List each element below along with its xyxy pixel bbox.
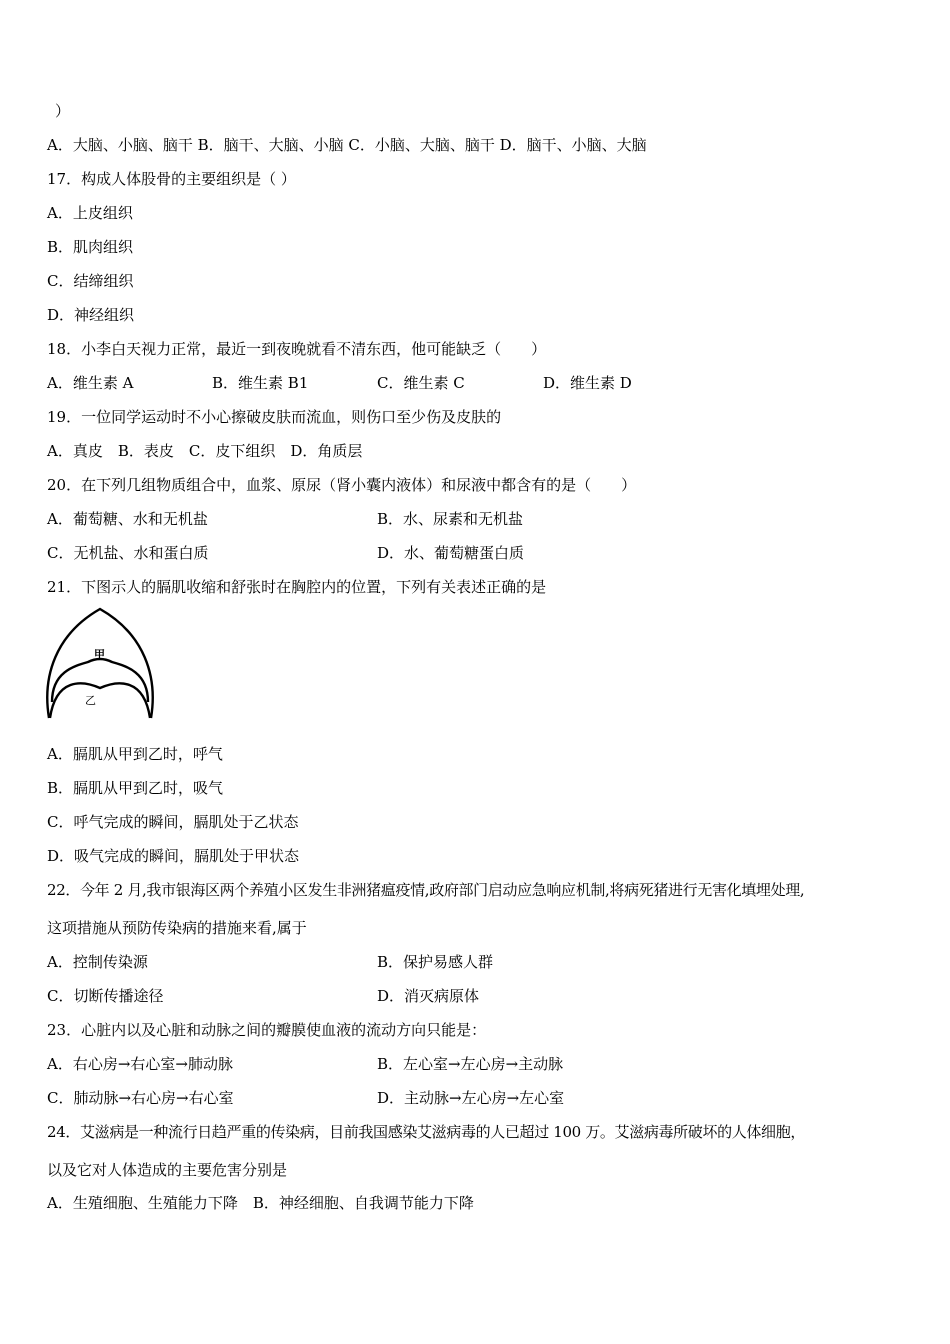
q22-option-a: A．控制传染源 (47, 953, 148, 971)
q20-option-a: A．葡萄糖、水和无机盐 (47, 510, 208, 528)
q19-stem: 19．一位同学运动时不小心擦破皮肤而流血，则伤口至少伤及皮肤的 (47, 408, 502, 426)
q21-stem: 21．下图示人的膈肌收缩和舒张时在胸腔内的位置，下列有关表述正确的是 (47, 578, 547, 596)
q22-stem-line1: 22．今年 2 月,我市银海区两个养殖小区发生非洲猪瘟疫情,政府部门启动应急响应机制,将病死猪进行无害化填埋处理, (47, 881, 805, 899)
q22-option-c: C．切断传播途径 (47, 987, 164, 1005)
q18-option-c: C．维生素 C (377, 374, 465, 392)
q18-stem: 18．小李白天视力正常，最近一到夜晚就看不清东西，他可能缺乏（ ） (47, 340, 547, 358)
q17-option-b: B．肌肉组织 (47, 238, 134, 256)
q18-option-b: B．维生素 B1 (212, 374, 309, 392)
q20-stem: 20．在下列几组物质组合中，血浆、原尿（肾小囊内液体）和尿液中都含有的是（ ） (47, 476, 637, 494)
q21-option-b: B．膈肌从甲到乙时，吸气 (47, 779, 224, 797)
q17-option-c: C．结缔组织 (47, 272, 134, 290)
q21-option-d: D．吸气完成的瞬间，膈肌处于甲状态 (47, 847, 300, 865)
q23-option-c: C．肺动脉→右心房→右心室 (47, 1089, 234, 1107)
label-jia: 甲 (94, 648, 105, 661)
q18-option-a: A．维生素 A (47, 374, 134, 392)
q16-stem-tail: ） (55, 102, 71, 120)
label-yi: 乙 (85, 694, 96, 707)
q19-options: A．真皮 B．表皮 C．皮下组织 D．角质层 (47, 442, 363, 460)
q23-option-a: A．右心房→右心室→肺动脉 (47, 1055, 233, 1073)
q24-options: A．生殖细胞、生殖能力下降 B．神经细胞、自我调节能力下降 (47, 1194, 474, 1212)
q21-option-c: C．呼气完成的瞬间，膈肌处于乙状态 (47, 813, 299, 831)
q20-option-c: C．无机盐、水和蛋白质 (47, 544, 209, 562)
q22-stem-line2: 这项措施从预防传染病的措施来看,属于 (47, 919, 307, 937)
diaphragm-lower-line (50, 683, 150, 718)
q17-option-d: D．神经组织 (47, 306, 135, 324)
q16-options: A．大脑、小脑、脑干 B．脑干、大脑、小脑 C．小脑、大脑、脑干 D．脑干、小脑、大脑 (47, 136, 647, 154)
q20-option-d: D．水、葡萄糖蛋白质 (377, 544, 525, 562)
q17-option-a: A．上皮组织 (47, 204, 133, 222)
q23-option-d: D．主动脉→左心房→左心室 (377, 1089, 565, 1107)
diaphragm-diagram (44, 606, 156, 724)
q18-option-d: D．维生素 D (543, 374, 632, 392)
thorax-outline (47, 609, 152, 718)
q21-option-a: A．膈肌从甲到乙时，呼气 (47, 745, 223, 763)
q23-option-b: B．左心室→左心房→主动脉 (377, 1055, 564, 1073)
diaphragm-upper-line (52, 659, 148, 702)
q20-option-b: B．水、尿素和无机盐 (377, 510, 524, 528)
q24-stem-line2: 以及它对人体造成的主要危害分别是 (47, 1161, 288, 1179)
q17-stem: 17．构成人体股骨的主要组织是（ ） (47, 170, 296, 188)
q23-stem: 23．心脏内以及心脏和动脉之间的瓣膜使血液的流动方向只能是： (47, 1021, 487, 1039)
q24-stem-line1: 24．艾滋病是一种流行日趋严重的传染病，目前我国感染艾滋病毒的人已超过 100 万。艾滋病毒所破坏的人体细胞， (47, 1123, 806, 1141)
q22-option-d: D．消灭病原体 (377, 987, 480, 1005)
q22-option-b: B．保护易感人群 (377, 953, 494, 971)
